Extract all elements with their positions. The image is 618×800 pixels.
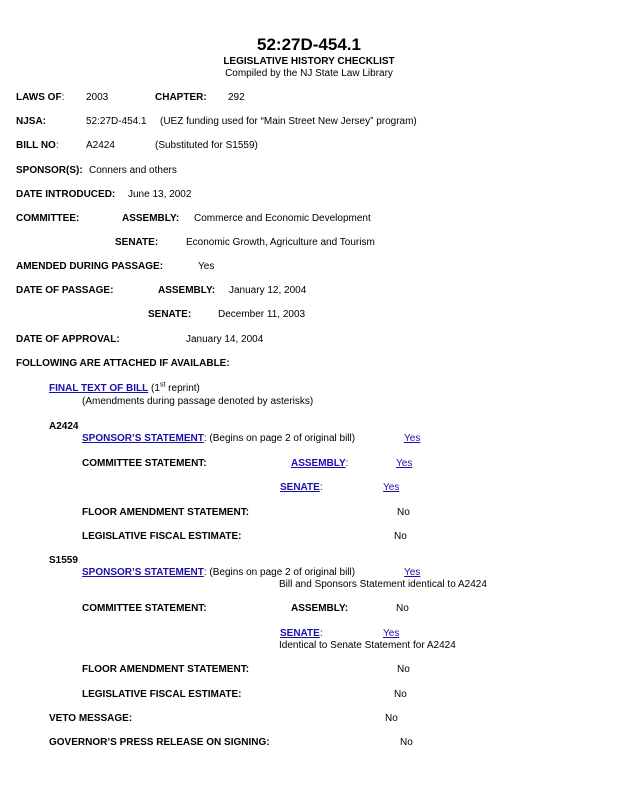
passage-assembly-label: ASSEMBLY: — [158, 285, 216, 296]
njsa-description: (UEZ funding used for “Main Street New Jersey” program) — [160, 116, 417, 127]
amended-value: Yes — [198, 261, 215, 272]
date-introduced-label: DATE INTRODUCED: — [16, 189, 116, 200]
date-introduced-value: June 13, 2002 — [128, 189, 192, 200]
njsa-label: NJSA: — [16, 116, 47, 127]
compiled-by: Compiled by the NJ State Law Library — [225, 68, 393, 79]
a2424-sponsor-statement: SPONSOR’S STATEMENT: (Begins on page 2 of original bill) — [82, 433, 356, 444]
a2424-committee-assembly-yes-link[interactable]: Yes — [396, 458, 413, 469]
njsa-value: 52:27D-454.1 — [86, 116, 147, 127]
a2424-fiscal-label: LEGISLATIVE FISCAL ESTIMATE: — [82, 531, 242, 542]
s1559-floor-value: No — [397, 664, 410, 675]
s1559-fiscal-label: LEGISLATIVE FISCAL ESTIMATE: — [82, 689, 242, 700]
a2424-committee-senate: SENATE: — [280, 482, 323, 493]
committee-assembly-value: Commerce and Economic Development — [194, 213, 371, 224]
s1559-committee-label: COMMITTEE STATEMENT: — [82, 603, 207, 614]
document-title: 52:27D-454.1 — [257, 35, 361, 54]
date-of-approval-value: January 14, 2004 — [186, 334, 264, 345]
bill-no-note: (Substituted for S1559) — [155, 140, 258, 151]
committee-senate-value: Economic Growth, Agriculture and Tourism — [186, 237, 375, 248]
chapter-label: CHAPTER: — [155, 92, 207, 103]
s1559-sponsor-statement: SPONSOR’S STATEMENT: (Begins on page 2 of original bill) — [82, 567, 356, 578]
s1559-committee-assembly-value: No — [396, 603, 409, 614]
s1559-sponsor-statement-yes-link[interactable]: Yes — [404, 567, 421, 578]
a2424-fiscal-value: No — [394, 531, 407, 542]
s1559-committee-senate-link[interactable]: SENATE — [280, 628, 320, 639]
a2424-floor-value: No — [397, 507, 410, 518]
s1559-heading: S1559 — [49, 555, 78, 566]
sponsors-label: SPONSOR(S): — [16, 165, 83, 176]
committee-assembly-label: ASSEMBLY: — [122, 213, 180, 224]
a2424-sponsor-statement-link[interactable]: SPONSOR’S STATEMENT — [82, 433, 204, 444]
a2424-floor-label: FLOOR AMENDMENT STATEMENT: — [82, 507, 250, 518]
amended-label: AMENDED DURING PASSAGE: — [16, 261, 164, 272]
s1559-fiscal-value: No — [394, 689, 407, 700]
laws-of-value: 2003 — [86, 92, 109, 103]
s1559-floor-label: FLOOR AMENDMENT STATEMENT: — [82, 664, 250, 675]
laws-of-label: LAWS OF: — [16, 92, 65, 103]
s1559-committee-senate-yes-link[interactable]: Yes — [383, 628, 400, 639]
committee-senate-label: SENATE: — [115, 237, 159, 248]
bill-no-label: BILL NO: — [16, 140, 59, 151]
press-release-label: GOVERNOR’S PRESS RELEASE ON SIGNING: — [49, 737, 270, 748]
a2424-heading: A2424 — [49, 421, 79, 432]
a2424-sponsor-statement-yes-link[interactable]: Yes — [404, 433, 421, 444]
press-release-value: No — [400, 737, 413, 748]
s1559-senate-identical-note: Identical to Senate Statement for A2424 — [279, 640, 456, 651]
veto-value: No — [385, 713, 398, 724]
a2424-committee-assembly-link[interactable]: ASSEMBLY — [291, 458, 346, 469]
document-subtitle: LEGISLATIVE HISTORY CHECKLIST — [223, 56, 395, 67]
veto-label: VETO MESSAGE: — [49, 713, 133, 724]
s1559-committee-assembly-label: ASSEMBLY: — [291, 603, 349, 614]
passage-senate-value: December 11, 2003 — [218, 309, 306, 320]
s1559-sponsor-statement-link[interactable]: SPONSOR’S STATEMENT — [82, 567, 204, 578]
sponsors-value: Conners and others — [89, 165, 177, 176]
a2424-committee-assembly: ASSEMBLY: — [291, 458, 349, 469]
chapter-value: 292 — [228, 92, 245, 103]
passage-senate-label: SENATE: — [148, 309, 192, 320]
final-text-link[interactable]: FINAL TEXT OF BILL — [49, 383, 149, 394]
passage-assembly-value: January 12, 2004 — [229, 285, 307, 296]
final-text-note: (Amendments during passage denoted by asterisks) — [82, 396, 314, 407]
s1559-identical-note: Bill and Sponsors Statement identical to A2424 — [279, 579, 487, 590]
attached-heading: FOLLOWING ARE ATTACHED IF AVAILABLE: — [16, 358, 230, 369]
final-text-line: FINAL TEXT OF BILL (1st reprint) — [49, 381, 200, 394]
committee-label: COMMITTEE: — [16, 213, 80, 224]
date-of-passage-label: DATE OF PASSAGE: — [16, 285, 114, 296]
bill-no-value: A2424 — [86, 140, 115, 151]
date-of-approval-label: DATE OF APPROVAL: — [16, 334, 120, 345]
a2424-committee-senate-yes-link[interactable]: Yes — [383, 482, 400, 493]
s1559-committee-senate: SENATE: — [280, 628, 323, 639]
a2424-committee-senate-link[interactable]: SENATE — [280, 482, 320, 493]
a2424-committee-label: COMMITTEE STATEMENT: — [82, 458, 207, 469]
